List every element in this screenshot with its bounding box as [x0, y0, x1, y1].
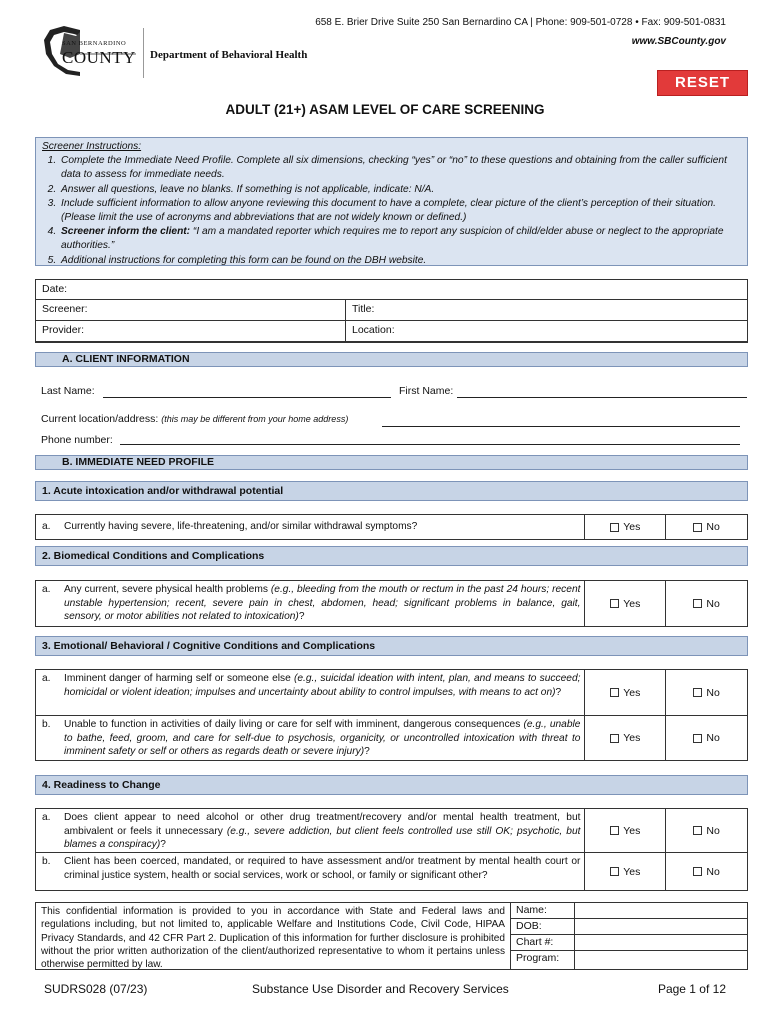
- question-text: Does client appear to need alcohol or other drug treatment/recovery and/or mental health treatment, but ambivalent or feels it unnecessary: [64, 812, 581, 837]
- header-divider: [143, 28, 144, 78]
- page-number: Page 1 of 12: [657, 982, 726, 996]
- question-2a: [36, 581, 585, 626]
- dob-label: DOB:: [511, 919, 574, 935]
- phone-label: Phone number:: [41, 434, 113, 446]
- dob-input[interactable]: [575, 919, 747, 935]
- question-letter: a.: [42, 812, 51, 823]
- dimension-3-header: 3. Emotional/ Behavioral / Cognitive Conditions and Complications: [35, 636, 748, 656]
- provider-field[interactable]: Provider:: [36, 321, 346, 341]
- location-field[interactable]: Location:: [352, 324, 395, 336]
- question-letter: a.: [42, 673, 51, 684]
- website: www.SBCounty.gov: [631, 36, 726, 47]
- question-example: (e.g., suicidal ideation with intent, plan, and means to succeed; homicidal or violent ideation; impulses and uncertainty about ability to control impulses, with means to act on): [64, 673, 581, 698]
- screening-meta-table: [35, 279, 748, 343]
- chart-input[interactable]: [575, 935, 747, 951]
- question-end: ?: [160, 839, 166, 851]
- current-location-input[interactable]: [382, 417, 740, 427]
- screener-field[interactable]: Screener:: [36, 300, 346, 320]
- title-field[interactable]: Title:: [352, 303, 375, 315]
- no-checkbox[interactable]: [666, 716, 747, 760]
- reset-button[interactable]: RESET: [657, 70, 748, 96]
- yes-checkbox[interactable]: [585, 853, 666, 890]
- checkbox-icon: [610, 734, 619, 743]
- name-input[interactable]: [575, 903, 747, 919]
- checkbox-icon: [693, 523, 702, 532]
- question-example: (e.g., bleeding from the mouth or rectum in the past 24 hours; recent unstable hypertension; recent, severe pain in chest, abdomen, head; significant problems in balance, gait, sensory, or motor abilities not related to intoxication): [64, 584, 581, 623]
- no-checkbox[interactable]: [666, 515, 747, 539]
- no-label: No: [706, 686, 720, 699]
- question-end: ?: [364, 746, 370, 758]
- logo-main-text: COUNTY: [62, 48, 136, 67]
- checkbox-icon: [693, 599, 702, 608]
- phone-input[interactable]: [120, 435, 740, 445]
- no-label: No: [706, 824, 720, 837]
- yes-checkbox[interactable]: [585, 809, 666, 852]
- checkbox-icon: [693, 867, 702, 876]
- checkbox-icon: [610, 826, 619, 835]
- checkbox-icon: [610, 867, 619, 876]
- checkbox-icon: [693, 734, 702, 743]
- question-end: ?: [555, 686, 562, 698]
- question-4a: [36, 809, 585, 852]
- yes-checkbox[interactable]: [585, 670, 666, 715]
- county-logo: [40, 24, 136, 78]
- form-id: SUDRS028 (07/23): [44, 982, 148, 996]
- instruction-item: 1. Complete the Immediate Need Profile. Complete all six dimensions, checking “yes” or “no” to these questions and obtaining from the caller sufficient data to assess for immediate needs.: [59, 154, 741, 182]
- patient-id-labels: [510, 903, 574, 969]
- question-text: Currently having severe, life-threatening, and/or similar withdrawal symptoms?: [64, 521, 418, 533]
- logo-top-text: SAN BERNARDINO: [62, 40, 127, 47]
- date-field[interactable]: Date:: [42, 283, 68, 295]
- instructions-heading: Screener Instructions:: [42, 141, 142, 152]
- section-a-header: A. CLIENT INFORMATION: [35, 352, 748, 367]
- no-checkbox[interactable]: [666, 853, 747, 890]
- question-letter: b.: [42, 856, 51, 867]
- yes-label: Yes: [623, 521, 641, 533]
- chart-label: Chart #:: [511, 935, 574, 951]
- first-name-label: First Name:: [399, 385, 454, 397]
- patient-id-values: [574, 903, 747, 969]
- instruction-item: 2. Answer all questions, leave no blanks. If something is not applicable, indicate: N/A.: [59, 183, 741, 197]
- yes-label: Yes: [623, 865, 641, 878]
- program-label: Program:: [516, 952, 560, 964]
- instruction-text: “I am a mandated reporter which requires me to report any suspicion of child/elder abuse or neglect to the appropriate authorities.”: [61, 226, 724, 252]
- dimension-4-table: [35, 808, 748, 891]
- contact-address: 658 E. Brier Drive Suite 250 San Bernardino CA | Phone: 909-501-0728 • Fax: 909-501-0831: [315, 17, 726, 28]
- question-letter: a.: [42, 521, 51, 533]
- yes-label: Yes: [623, 686, 641, 699]
- instruction-bold: Screener inform the client:: [61, 226, 191, 238]
- yes-checkbox[interactable]: [585, 515, 666, 539]
- no-label: No: [706, 597, 720, 610]
- question-text: Unable to function in activities of daily living or care for self with imminent, dangerous consequences: [64, 719, 521, 730]
- dimension-4-header: 4. Readiness to Change: [35, 775, 748, 795]
- first-name-input[interactable]: [457, 388, 747, 398]
- yes-checkbox[interactable]: [585, 581, 666, 626]
- section-b-header: B. IMMEDIATE NEED PROFILE: [35, 455, 748, 470]
- dimension-1-table: [35, 514, 748, 540]
- last-name-label: Last Name:: [41, 385, 95, 397]
- checkbox-icon: [693, 688, 702, 697]
- dimension-3-table: [35, 669, 748, 761]
- question-example: (e.g., severe addiction, but client feels controlled use still OK; psychotic, but blames a conspiracy): [64, 825, 581, 851]
- instruction-item: [59, 225, 741, 253]
- yes-label: Yes: [623, 824, 641, 837]
- current-location-text: Current location/address:: [41, 413, 159, 425]
- question-4b: [36, 853, 585, 890]
- no-label: No: [706, 521, 720, 533]
- instruction-item: 3. Include sufficient information to allow anyone reviewing this document to have a complete, clear picture of the client’s perception of their situation. (Please limit the use of acronyms and abbreviations that are not widely known or defined.): [59, 197, 741, 225]
- checkbox-icon: [610, 523, 619, 532]
- question-text: Imminent danger of harming self or someone else: [64, 673, 291, 684]
- question-letter: a.: [42, 584, 51, 595]
- dimension-2-table: [35, 580, 748, 627]
- dimension-1-header: 1. Acute intoxication and/or withdrawal potential: [35, 481, 748, 501]
- question-end: ?: [298, 611, 305, 623]
- question-example: (e.g., unable to bathe, feed, groom, and care for self-due to psychosis, organicity, or uncontrolled intoxication with threat to imminent safety or self or others as regards death or severe injury): [64, 719, 581, 758]
- form-title: ADULT (21+) ASAM LEVEL OF CARE SCREENING: [225, 102, 545, 117]
- last-name-input[interactable]: [103, 388, 391, 398]
- yes-checkbox[interactable]: [585, 716, 666, 760]
- program-input[interactable]: [575, 951, 747, 967]
- no-checkbox[interactable]: [666, 809, 747, 852]
- yes-label: Yes: [623, 597, 641, 610]
- department-name: Department of Behavioral Health: [150, 49, 308, 61]
- no-label: No: [706, 865, 720, 878]
- question-letter: b.: [42, 719, 51, 730]
- screener-instructions: [35, 137, 748, 266]
- instruction-item: 5. Additional instructions for completing this form can be found on the DBH website.: [59, 254, 741, 268]
- checkbox-icon: [693, 826, 702, 835]
- checkbox-icon: [610, 688, 619, 697]
- current-location-label: [41, 413, 348, 425]
- current-location-note: (this may be different from your home address): [161, 414, 349, 424]
- question-text: Any current, severe physical health problems: [64, 584, 268, 595]
- no-checkbox[interactable]: [666, 670, 747, 715]
- dimension-2-header: 2. Biomedical Conditions and Complications: [35, 546, 748, 566]
- no-label: No: [706, 732, 720, 744]
- question-1a: [36, 515, 585, 539]
- footer-center: Substance Use Disorder and Recovery Services: [252, 982, 509, 996]
- no-checkbox[interactable]: [666, 581, 747, 626]
- name-label: Name:: [511, 903, 574, 919]
- question-text: Client has been coerced, mandated, or required to have assessment and/or treatment by mental health court or criminal justice system, health or social services, work or school, or family or significant other?: [64, 856, 581, 881]
- checkbox-icon: [610, 599, 619, 608]
- yes-label: Yes: [623, 732, 641, 744]
- confidential-text: This confidential information is provided to you in accordance with State and Federal laws and regulations including, but not limited to, applicable Welfare and Institutions Code, Civil Code, HIPAA Privacy Standards, and 42 CFR Part 2. Duplication of this information for further disclosure is prohibited without the prior written authorization of the client/authorized representative to whom it pertains unless otherwise permitted by law.: [41, 906, 505, 971]
- question-3a: [36, 670, 585, 715]
- question-3b: [36, 716, 585, 760]
- confidential-block: [35, 902, 748, 970]
